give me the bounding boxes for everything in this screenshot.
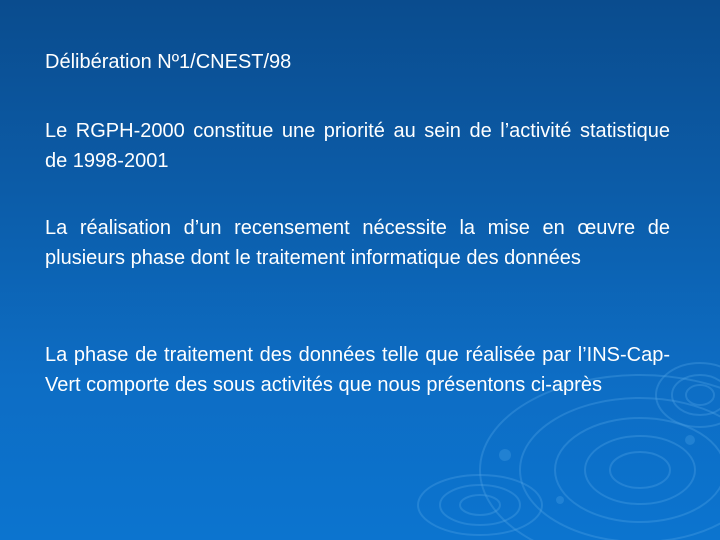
census-phases-paragraph: La réalisation d’un recensement nécessite la mise en œuvre de plusieurs phase dont le traitement informatique des données <box>45 217 670 269</box>
processing-phase-paragraph: La phase de traitement des données telle que réalisée par l’INS-Cap- Vert comporte des sous activités que nous présentons ci-après <box>45 344 670 396</box>
rgph-priority-paragraph: Le RGPH-2000 constitue une priorité au sein de l’activité statistique de 1998-2001 <box>45 120 670 172</box>
deliberation-reference: Délibération Nº1/CNEST/98 <box>45 51 292 73</box>
